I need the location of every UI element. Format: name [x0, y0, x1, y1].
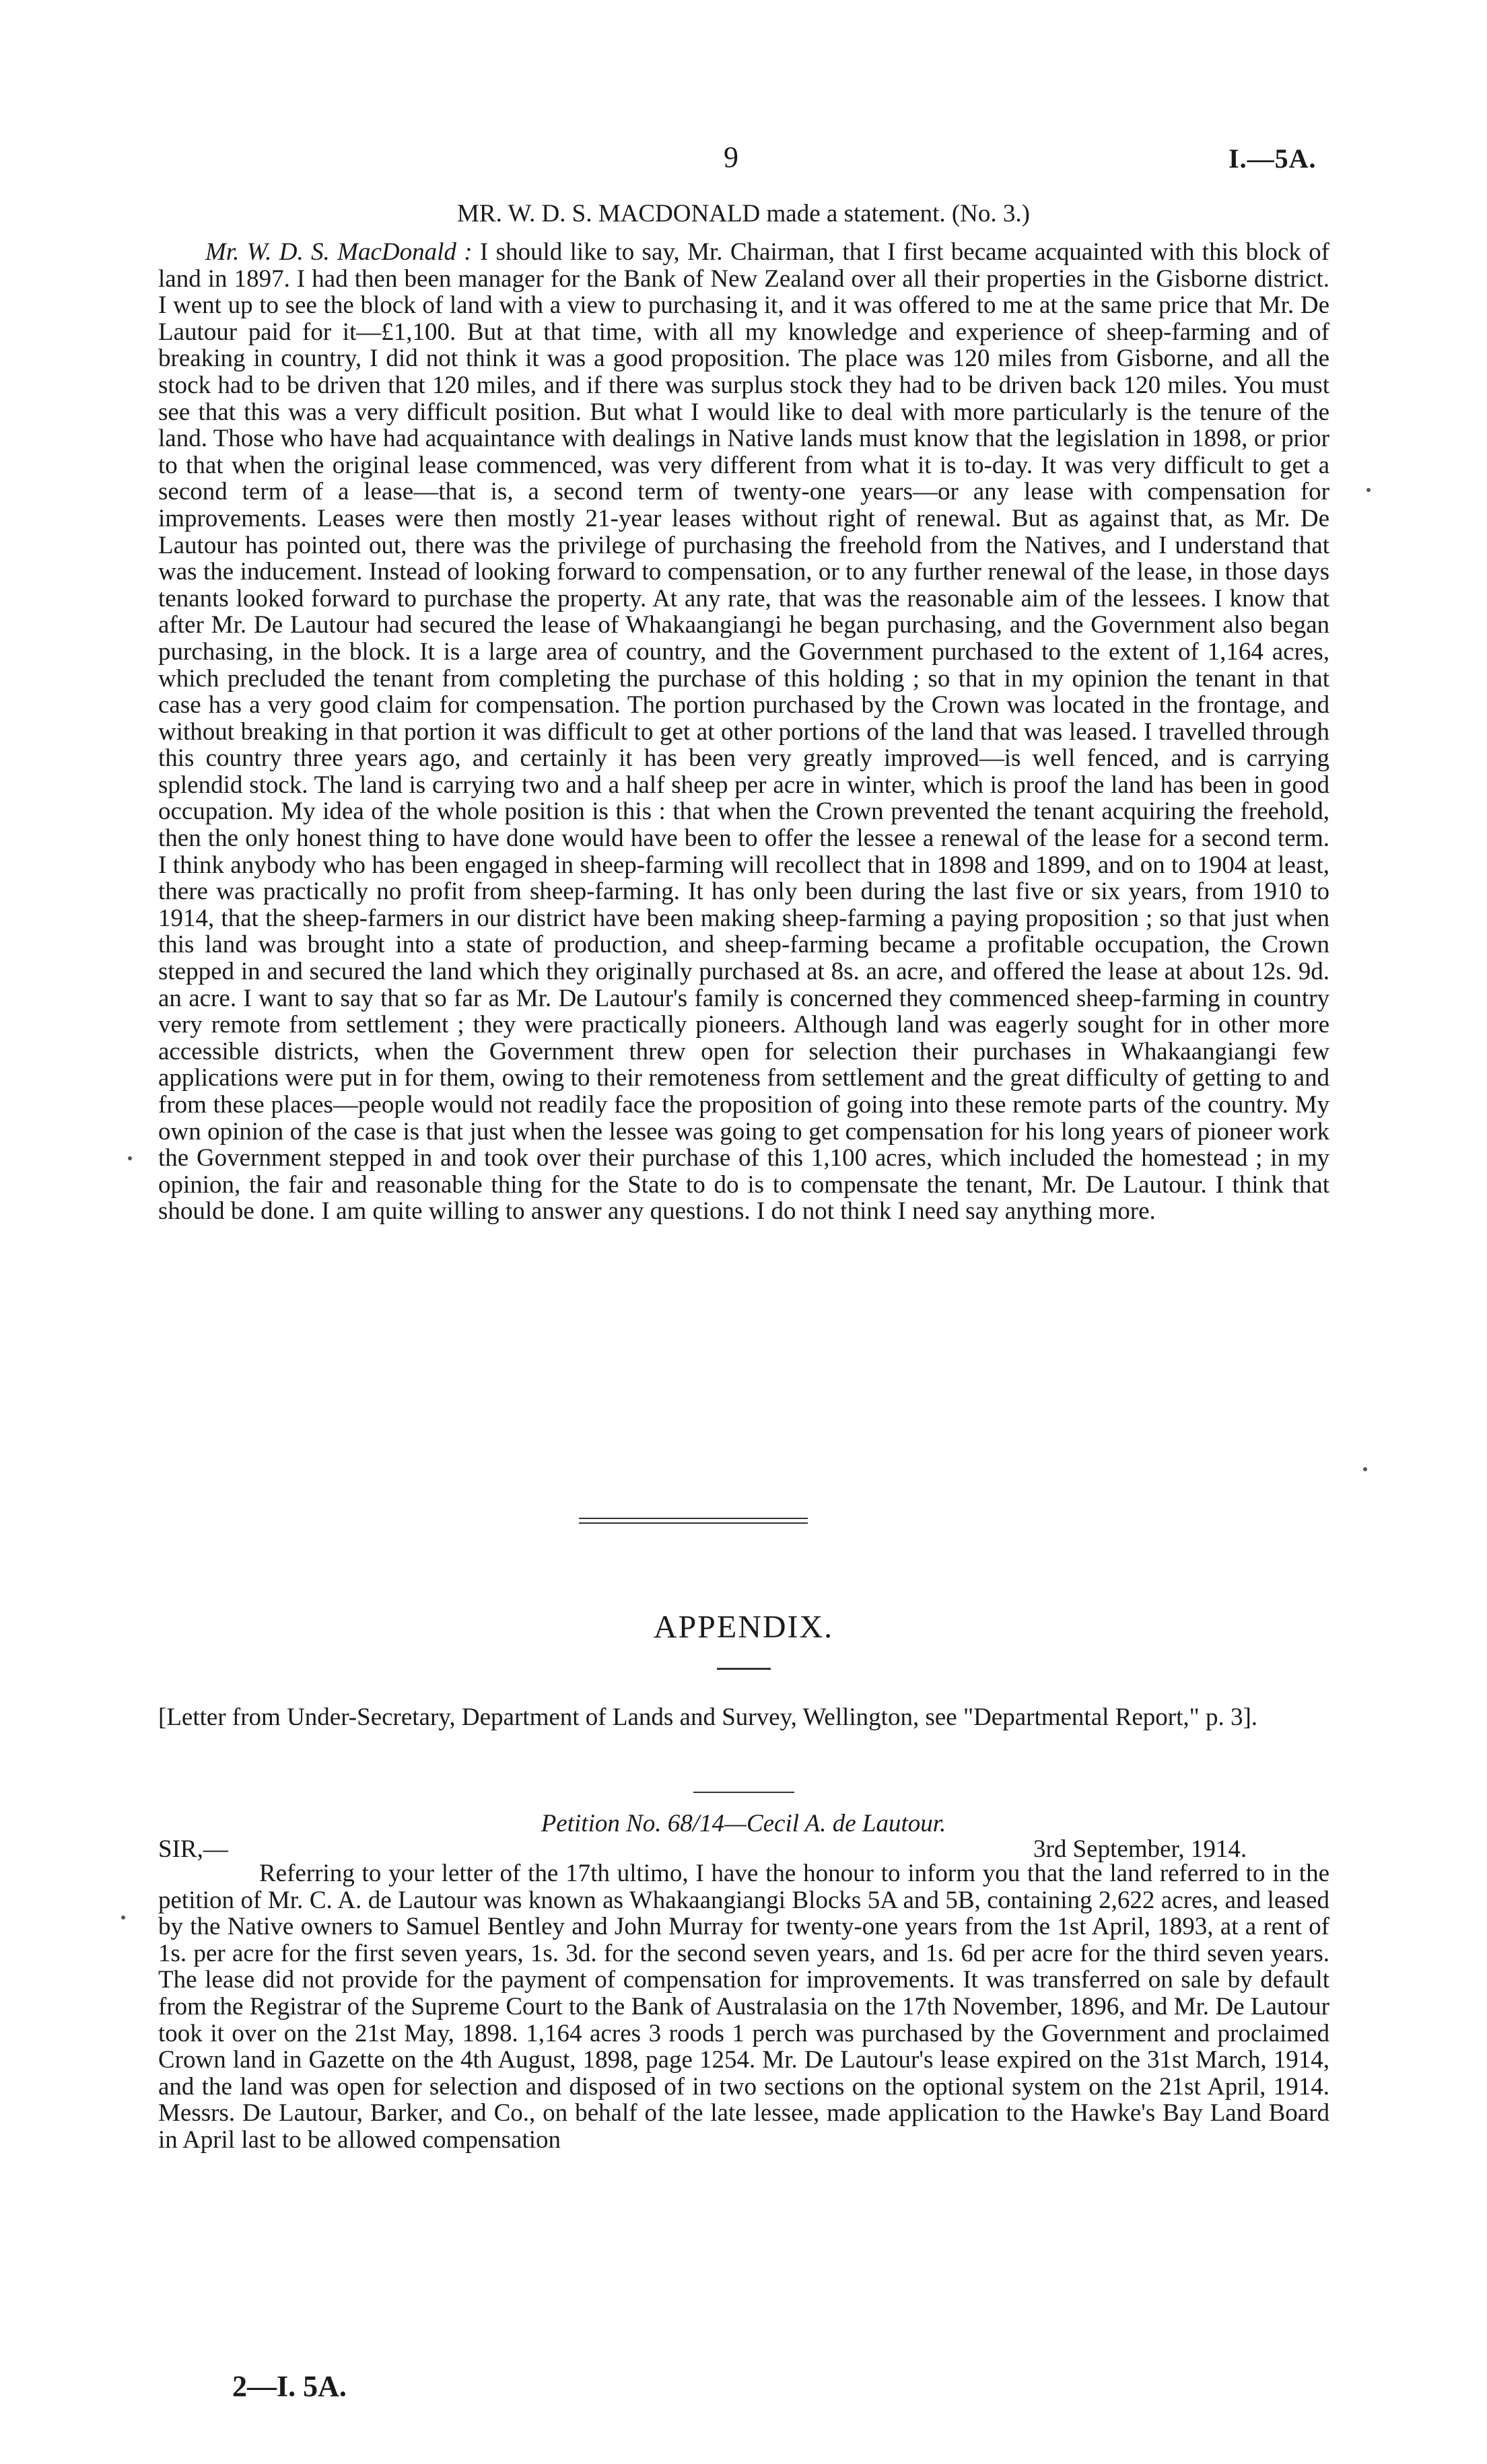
- speaker-label: Mr. W. D. S. MacDonald :: [205, 238, 473, 266]
- letter-reference: [Letter from Under-Secretary, Department of Lands and Survey, Wellington, see "Departmental Report," p. 3].: [158, 1703, 1258, 1731]
- appendix-rule: [717, 1668, 771, 1670]
- statement-heading: [0, 199, 1487, 228]
- letter-date: 3rd September, 1914.: [1033, 1835, 1247, 1863]
- letter-body: [158, 1860, 1329, 2154]
- margin-mark: [1367, 488, 1371, 492]
- sheet-reference: 2—I. 5A.: [232, 2370, 347, 2403]
- statement-paragraph: [158, 239, 1329, 1225]
- appendix-title: APPENDIX.: [653, 1609, 834, 1645]
- statement-heading-suffix: made a statement. (No. 3.): [760, 200, 1030, 227]
- letter-paragraph: Referring to your letter of the 17th ultimo, I have the honour to inform you that the land referred to in the petition of Mr. C. A. de Lautour was known as Whakaangiangi Blocks 5A and 5B, containing 2,622 acres, and leased by the Native owners to Samuel Bentley and John Murray for twenty-one years from the 1st April, 1893, at a rent of 1s. per acre for the first seven years, 1s. 3d. for the second seven years, and 1s. 6d per acre for the third seven years. The lease did not provide for the payment of compensation for improvements. It was transferred on sale by default from the Registrar of the Supreme Court to the Bank of Australasia on the 17th November, 1896, and Mr. De Lautour took it over on the 21st May, 1898. 1,164 acres 3 roods 1 perch was purchased by the Government and proclaimed Crown land in Gazette on the 4th August, 1898, page 1254. Mr. De Lautour's lease expired on the 31st March, 1914, and the land was open for selection and disposed of in two sections on the optional system on the 21st April, 1914. Messrs. De Lautour, Barker, and Co., on behalf of the late lessee, made application to the Hawke's Bay Land Board in April last to be allowed compensation: [158, 1860, 1329, 2154]
- statement-text: I should like to say, Mr. Chairman, that I first became acquainted with this block of land in 1897. I had then been manager for the Bank of New Zealand over all their properties in the Gisborne district. I went up to see the block of land with a view to purchasing it, and it was offered to me at the same price that Mr. De Lautour paid for it—£1,100. But at that time, with all my knowledge and experience of sheep-farming and of breaking in country, I did not think it was a good proposition. The place was 120 miles from Gisborne, and all the stock had to be driven that 120 miles, and if there was surplus stock they had to be driven back 120 miles. You must see that this was a very difficult position. But what I would like to deal with more particularly is the tenure of the land. Those who have had acquaintance with dealings in Native lands must know that the legislation in 1898, or prior to that when the original lease commenced, was very different from what it is to-day. It was very difficult to get a second term of a lease—that is, a second term of twenty-one years—or any lease with compensation for improvements. Leases were then mostly 21-year leases without right of renewal. But as against that, as Mr. De Lautour has pointed out, there was the privilege of purchasing the freehold from the Natives, and I understand that was the inducement. Instead of looking forward to compensation, or to any further renewal of the lease, in those days tenants looked forward to purchase the property. At any rate, that was the reasonable aim of the lessees. I know that after Mr. De Lautour had secured the lease of Whakaangiangi he began purchasing, and the Government also began purchasing, in the block. It is a large area of country, and the Government purchased to the extent of 1,164 acres, which precluded the tenant from completing the purchase of this holding ; so that in my opinion the tenant in that case has a very good claim for compensation. The portion purchased by the Crown was located in the frontage, and without breaking in that portion it was difficult to get at other portions of the land that was leased. I travelled through this country three years ago, and certainly it has been very greatly improved—is well fenced, and is carrying splendid stock. The land is carrying two and a half sheep per acre in winter, which is proof the land has been in good occupation. My idea of the whole position is this : that when the Crown prevented the tenant acquiring the freehold, then the only honest thing to have done would have been to offer the lessee a renewal of the lease for a second term. I think anybody who has been engaged in sheep-farming will recollect that in 1898 and 1899, and on to 1904 at least, there was practically no profit from sheep-farming. It has only been during the last five or six years, from 1910 to 1914, that the sheep-farmers in our district have been making sheep-farming a paying proposition ; so that just when this land was brought into a state of production, and sheep-farming became a profitable occupation, the Crown stepped in and secured the land which they originally purchased at 8s. an acre, and offered the lease at about 12s. 9d. an acre. I want to say that so far as Mr. De Lautour's family is concerned they commenced sheep-farming in country very remote from settlement ; they were practically pioneers. Although land was eagerly sought for in other more accessible districts, when the Government threw open for selection their purchases in Whakaangiangi few applications were put in for them, owing to their remoteness from settlement and the great difficulty of getting to and from these places—people would not readily face the proposition of going into these remote parts of the country. My own opinion of the case is that just when the lessee was going to get compensation for his long years of pioneer work the Government stepped in and took over their purchase of this 1,100 acres, which included the homestead ; in my opinion, the fair and reasonable thing for the State to do is to compensate the tenant, Mr. De Lautour. I think that should be done. I am quite willing to answer any questions. I do not think I need say anything more.: [158, 238, 1329, 1226]
- statement-body: [158, 239, 1329, 1225]
- margin-mark: [1363, 1467, 1367, 1471]
- statement-speaker-name: MR. W. D. S. MACDONALD: [457, 200, 761, 227]
- page-number: 9: [724, 141, 738, 174]
- margin-mark: [121, 1915, 125, 1920]
- petition-title: Petition No. 68/14—Cecil A. de Lautour.: [541, 1810, 946, 1837]
- document-reference: I.—5A.: [1229, 143, 1317, 174]
- section-separator-bottom: [579, 1522, 808, 1524]
- letter-salutation: SIR,—: [158, 1835, 228, 1863]
- section-separator-top: [579, 1518, 808, 1519]
- letter-reference-rule: [693, 1792, 794, 1793]
- margin-mark: [128, 1156, 132, 1160]
